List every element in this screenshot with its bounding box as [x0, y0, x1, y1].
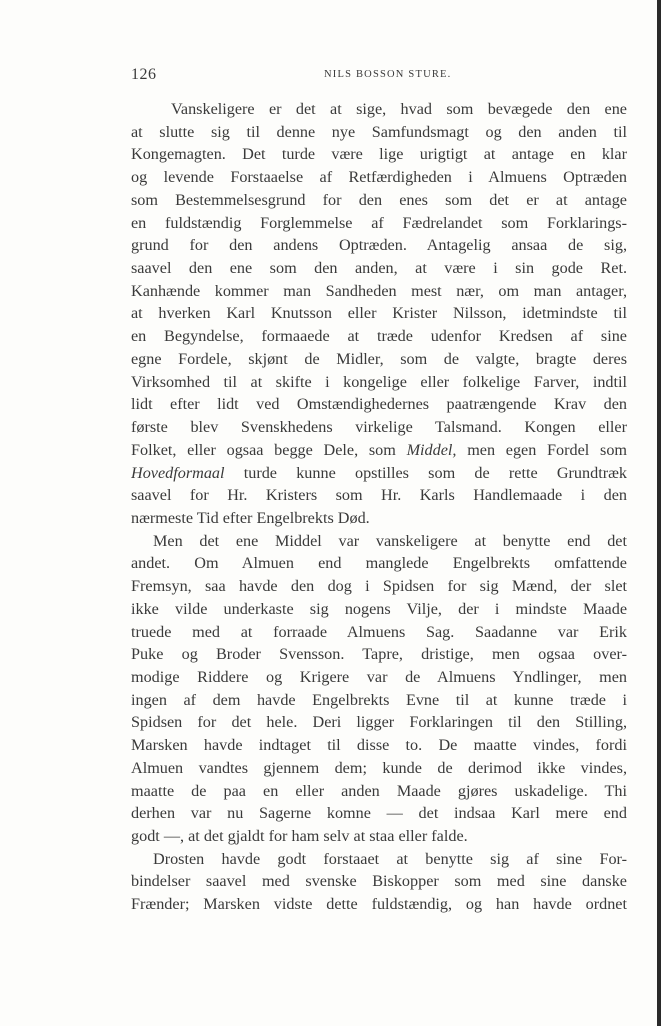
text-line: nærmeste Tid efter Engelbrekts Død.	[131, 508, 370, 527]
text-line: Puke og Broder Svensson. Tapre, dristige, men ogsaa over-	[131, 645, 627, 664]
page-edge	[657, 0, 661, 1026]
text-line: Frænder; Marsken vidste dette fuldstændig, og han havde ordnet	[131, 895, 627, 914]
text-fragment: Folket, eller ogsaa begge Dele, som	[131, 440, 396, 459]
text-fragment: turde kunne opstilles som de rette Grundtræk	[243, 463, 627, 482]
body-text	[131, 98, 627, 916]
running-title: NILS BOSSON STURE.	[324, 69, 452, 80]
text-line: saavel den ene som den anden, at være i sin gode Ret.	[131, 259, 627, 278]
text-line: Drosten havde godt forstaaet at benytte sig af sine For-	[153, 849, 627, 868]
text-fragment: men egen Fordel som	[467, 440, 627, 459]
text-line: en Begyndelse, formaaede at træde udenfor Kredsen af sine	[131, 327, 627, 346]
text-line: at hverken Karl Knutsson eller Krister Nilsson, idetmindste til	[131, 304, 627, 323]
text-line: at slutte sig til denne nye Samfundsmagt og den anden til	[131, 122, 627, 141]
text-line: ikke vilde underkaste sig nogens Vilje, der i mindste Maade	[131, 599, 627, 618]
emphasis-middel: Middel,	[406, 440, 457, 459]
text-line-with-emphasis	[131, 462, 627, 485]
text-line: egne Fordele, skjønt de Midler, som de valgte, bragte deres	[131, 349, 627, 368]
text-line: ingen af dem havde Engelbrekts Evne til at kunne træde i	[131, 690, 627, 709]
page-header	[131, 66, 627, 86]
text-line-with-emphasis	[131, 439, 627, 462]
text-line: lidt efter lidt ved Omstændighedernes paatrængende Krav den	[131, 395, 627, 414]
text-line: Kongemagten. Det turde være lige urigtigt at antage en klar	[131, 145, 627, 164]
emphasis-hovedformaal: Hovedformaal	[131, 463, 225, 482]
text-line: og levende Forstaaelse af Retfærdigheden i Almuens Optræden	[131, 168, 627, 187]
page-number: 126	[131, 66, 157, 83]
text-line: derhen var nu Sagerne komne — det indsaa Karl mere end	[131, 804, 627, 823]
text-line: Fremsyn, saa havde den dog i Spidsen for sig Mænd, der slet	[131, 577, 627, 596]
text-line: Marsken havde indtaget til disse to. De maatte vindes, fordi	[131, 736, 627, 755]
text-line: Almuen vandtes gjennem dem; kunde de derimod ikke vindes,	[131, 758, 627, 777]
text-line: maatte de paa en eller anden Maade gjøres uskadelige. Thi	[131, 781, 627, 800]
text-line: en fuldstændig Forglemmelse af Fædrelandet som Forklarings-	[131, 213, 627, 232]
text-line: andet. Om Almuen end manglede Engelbrekts omfattende	[131, 554, 627, 573]
text-line: Men det ene Middel var vanskeligere at benytte end det	[153, 531, 627, 550]
text-line: Virksomhed til at skifte i kongelige eller folkelige Farver, indtil	[131, 372, 627, 391]
text-line: som Bestemmelsesgrund for den enes som det er at antage	[131, 190, 627, 209]
text-line: Kanhænde kommer man Sandheden mest nær, om man antager,	[131, 281, 627, 300]
text-line: modige Riddere og Krigere var de Almuens Yndlinger, men	[131, 667, 627, 686]
text-line: bindelser saavel med svenske Biskopper som med sine danske	[131, 872, 627, 891]
text-line: godt —, at det gjaldt for ham selv at staa eller falde.	[131, 827, 468, 845]
text-line: grund for den andens Optræden. Antagelig ansaa de sig,	[131, 236, 627, 255]
text-line: truede med at forraade Almuens Sag. Saadanne var Erik	[131, 622, 627, 641]
text-line: Vanskeligere er det at sige, hvad som bevægede den ene	[171, 100, 627, 118]
text-line: saavel for Hr. Kristers som Hr. Karls Handlemaade i den	[131, 486, 627, 505]
text-line: første blev Svenskhedens virkelige Talsmand. Kongen eller	[131, 418, 627, 437]
text-line: Spidsen for det hele. Deri ligger Forklaringen til den Stilling,	[131, 713, 627, 732]
